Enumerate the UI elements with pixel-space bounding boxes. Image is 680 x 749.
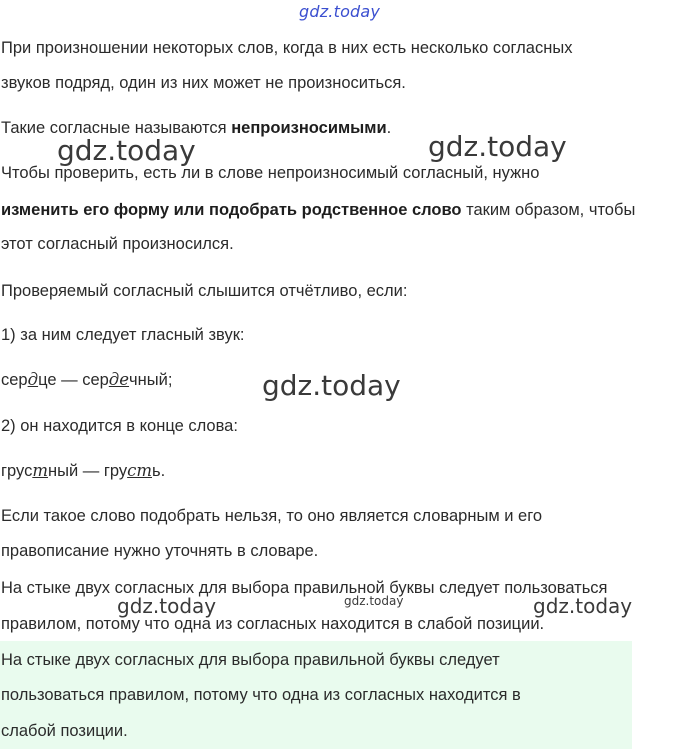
text-span: ь. — [152, 462, 166, 480]
paragraph-line-9: 2) он находится в конце слова: — [1, 417, 238, 435]
watermark-top: gdz.today — [299, 2, 381, 21]
paragraph-line-1: При произношении некоторых слов, когда в них есть несколько согласных — [1, 39, 573, 57]
text-span: ный — гру — [47, 462, 128, 480]
example-1 — [1, 370, 172, 390]
text-span: чный; — [129, 371, 173, 389]
watermark: gdz.today — [533, 594, 633, 618]
paragraph-line-5 — [1, 200, 635, 220]
highlight-line-2: пользоваться правилом, потому что одна из согласных находится в — [1, 686, 521, 704]
watermark: gdz.today — [262, 369, 401, 402]
watermark: gdz.today — [428, 130, 567, 163]
highlight-line-1: На стыке двух согласных для выбора правильной буквы следует — [1, 651, 500, 669]
bold-term: изменить его форму или подобрать родственное слово — [1, 201, 462, 219]
example-2 — [1, 461, 165, 481]
highlight-line-3: слабой позиции. — [1, 722, 128, 740]
text-span: таким образом, чтобы — [461, 201, 636, 219]
paragraph-line-7: Проверяемый согласный слышится отчётливо, если: — [1, 282, 408, 300]
paragraph-line-2: звуков подряд, один из них может не произноситься. — [1, 74, 406, 92]
underlined-letter: де — [108, 370, 130, 389]
paragraph-line-12: На стыке двух согласных для выбора правильной буквы следует пользоваться — [1, 579, 608, 597]
underlined-letter: т — [32, 461, 48, 480]
text-span: сер — [1, 371, 28, 389]
paragraph-line-4: Чтобы проверить, есть ли в слове непроизносимый согласный, нужно — [1, 164, 540, 182]
text-span: це — сер — [38, 371, 109, 389]
bold-term: непроизносимыми — [231, 119, 387, 137]
paragraph-line-8: 1) за ним следует гласный звук: — [1, 326, 245, 344]
watermark: gdz.today — [57, 134, 196, 167]
paragraph-line-11: правописание нужно уточнять в словаре. — [1, 542, 319, 560]
watermark: gdz.today — [344, 594, 404, 608]
underlined-letter: д — [27, 370, 39, 389]
text-span: . — [386, 119, 392, 137]
underlined-letter: ст — [127, 461, 152, 480]
paragraph-line-10: Если такое слово подобрать нельзя, то оно является словарным и его — [1, 507, 543, 525]
text-span: грус — [1, 462, 33, 480]
text-span: Такие согласные называются — [1, 119, 232, 137]
paragraph-line-13: правилом, потому что одна из согласных находится в слабой позиции. — [1, 615, 545, 633]
watermark: gdz.today — [117, 594, 217, 618]
paragraph-line-6: этот согласный произносился. — [1, 235, 234, 253]
